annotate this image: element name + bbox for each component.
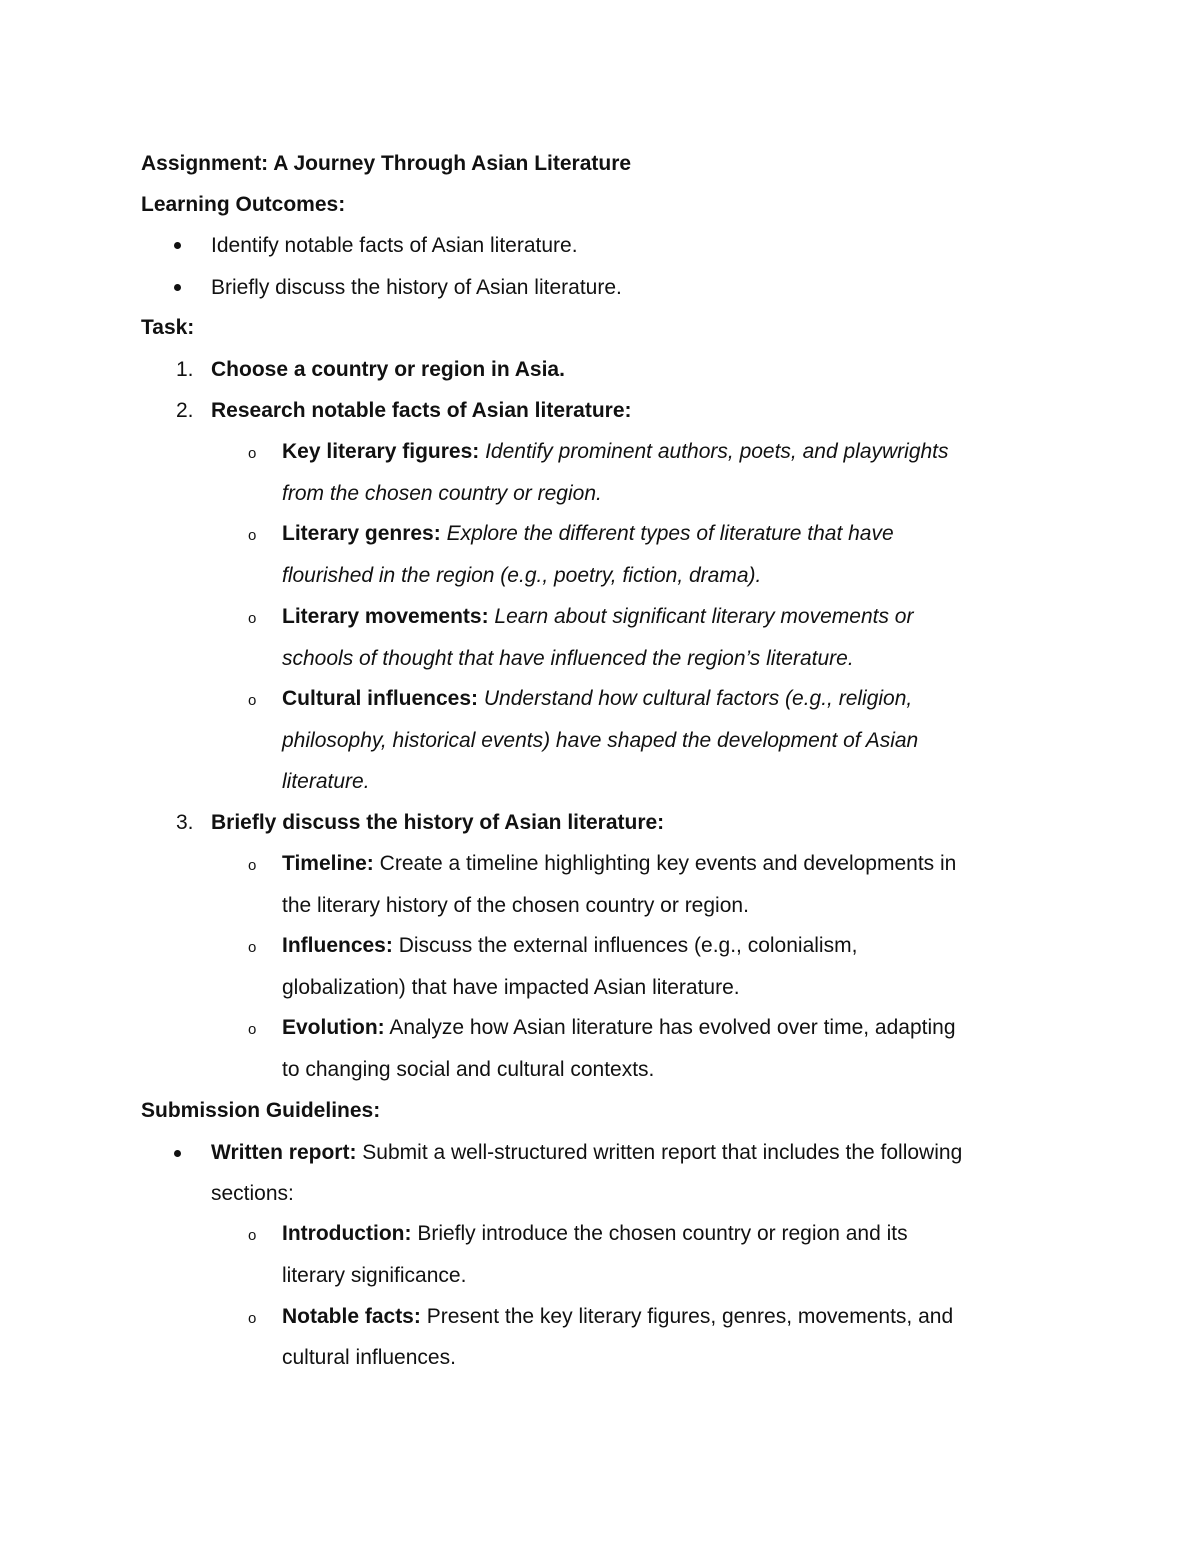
bullet-icon bbox=[174, 1150, 181, 1157]
sub-item-first-line bbox=[282, 604, 913, 630]
sub-item-first-line bbox=[282, 933, 857, 959]
submission-item-continuation: sections: bbox=[211, 1182, 294, 1205]
sub-item-label: Literary genres: bbox=[282, 522, 441, 545]
sub-item-label: Timeline: bbox=[282, 852, 374, 875]
learning-outcomes-heading: Learning Outcomes: bbox=[141, 193, 346, 216]
submission-heading: Submission Guidelines: bbox=[141, 1099, 381, 1122]
sub-bullet-icon: o bbox=[248, 1021, 257, 1038]
sub-item-label: Evolution: bbox=[282, 1016, 385, 1039]
sub-bullet-icon: o bbox=[248, 939, 257, 956]
sub-item-first-line bbox=[282, 1304, 953, 1330]
sub-item-continuation: philosophy, historical events) have shaped the development of Asian bbox=[282, 729, 919, 752]
sub-item-text: Present the key literary figures, genres, movements, and bbox=[426, 1305, 954, 1328]
step-number: 3. bbox=[176, 811, 194, 834]
sub-item-label: Cultural influences: bbox=[282, 687, 479, 710]
bullet-icon bbox=[174, 284, 181, 291]
document-title: Assignment: A Journey Through Asian Literature bbox=[141, 152, 632, 175]
sub-item-continuation: from the chosen country or region. bbox=[282, 482, 602, 505]
sub-item-first-line bbox=[282, 1015, 956, 1041]
sub-item-continuation: literature. bbox=[282, 770, 370, 793]
sub-bullet-icon: o bbox=[248, 445, 257, 462]
sub-item-text: Create a timeline highlighting key events and developments in bbox=[379, 852, 957, 875]
step-title: Briefly discuss the history of Asian literature: bbox=[211, 811, 665, 834]
sub-item-text: Discuss the external influences (e.g., colonialism, bbox=[398, 934, 858, 957]
sub-item-label: Notable facts: bbox=[282, 1305, 421, 1328]
sub-bullet-icon: o bbox=[248, 610, 257, 627]
sub-bullet-icon: o bbox=[248, 1310, 257, 1327]
learning-outcome-item: Briefly discuss the history of Asian literature. bbox=[211, 276, 622, 299]
sub-bullet-icon: o bbox=[248, 692, 257, 709]
sub-item-first-line bbox=[282, 1221, 908, 1247]
sub-item-text: Explore the different types of literature that have bbox=[446, 522, 894, 545]
sub-item-continuation: to changing social and cultural contexts. bbox=[282, 1058, 655, 1081]
sub-bullet-icon: o bbox=[248, 527, 257, 544]
submission-item-label: Written report: bbox=[211, 1141, 357, 1164]
sub-item-first-line bbox=[282, 851, 956, 877]
sub-item-text: Analyze how Asian literature has evolved over time, adapting bbox=[389, 1016, 956, 1039]
sub-item-continuation: schools of thought that have influenced the region’s literature. bbox=[282, 647, 854, 670]
sub-item-continuation: literary significance. bbox=[282, 1264, 467, 1287]
bullet-icon bbox=[174, 242, 181, 249]
sub-item-continuation: cultural influences. bbox=[282, 1346, 456, 1369]
step-number: 2. bbox=[176, 399, 194, 422]
task-heading: Task: bbox=[141, 316, 195, 339]
sub-item-first-line bbox=[282, 686, 912, 712]
sub-item-text: Identify prominent authors, poets, and playwrights bbox=[485, 440, 949, 463]
step-number: 1. bbox=[176, 358, 194, 381]
submission-item-text: Submit a well-structured written report that includes the following bbox=[362, 1141, 963, 1164]
sub-item-label: Key literary figures: bbox=[282, 440, 480, 463]
step-title: Research notable facts of Asian literature: bbox=[211, 399, 632, 422]
sub-bullet-icon: o bbox=[248, 1227, 257, 1244]
submission-item-first-line bbox=[211, 1140, 962, 1166]
sub-item-continuation: the literary history of the chosen country or region. bbox=[282, 894, 749, 917]
learning-outcome-item: Identify notable facts of Asian literature. bbox=[211, 234, 578, 257]
sub-bullet-icon: o bbox=[248, 857, 257, 874]
sub-item-text: Learn about significant literary movements or bbox=[494, 605, 914, 628]
sub-item-label: Influences: bbox=[282, 934, 393, 957]
sub-item-text: Understand how cultural factors (e.g., religion, bbox=[483, 687, 913, 710]
sub-item-text: Briefly introduce the chosen country or region and its bbox=[417, 1222, 908, 1245]
step-title: Choose a country or region in Asia. bbox=[211, 358, 565, 381]
sub-item-continuation: globalization) that have impacted Asian literature. bbox=[282, 976, 740, 999]
sub-item-first-line bbox=[282, 439, 949, 465]
sub-item-first-line bbox=[282, 521, 894, 547]
sub-item-label: Introduction: bbox=[282, 1222, 412, 1245]
sub-item-continuation: flourished in the region (e.g., poetry, fiction, drama). bbox=[282, 564, 762, 587]
sub-item-label: Literary movements: bbox=[282, 605, 489, 628]
